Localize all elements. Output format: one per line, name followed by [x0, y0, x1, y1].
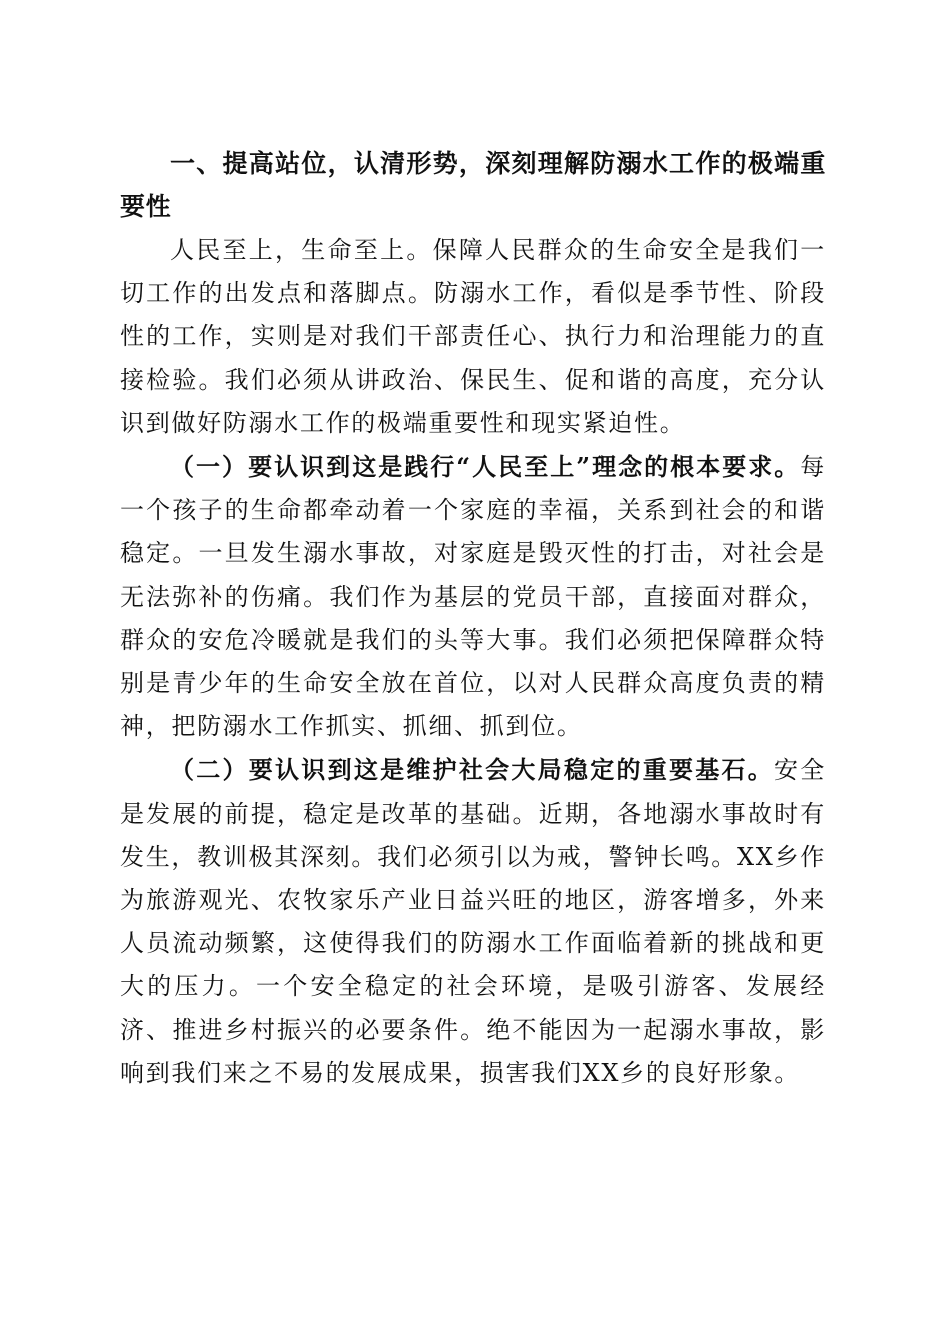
paragraph-text: 每一个孩子的生命都牵动着一个家庭的幸福，关系到社会的和谐稳定。一旦发生溺水事故，对家庭是毁灭性的打击，对社会是无法弥补的伤痛。我们作为基层的党员干部，直接面对群众，群众的安危冷暖就是我们的头等大事。我们必须把保障群众特别是青少年的生命安全放在首位，以对人民群众高度负责的精神，把防溺水工作抓实、抓细、抓到位。 [120, 453, 826, 741]
document-body [120, 142, 826, 1095]
paragraph-point-1 [120, 445, 826, 748]
paragraph-text: 人民至上，生命至上。保障人民群众的生命安全是我们一切工作的出发点和落脚点。防溺水工作，看似是季节性、阶段性的工作，实则是对我们干部责任心、执行力和治理能力的直接检验。我们必须从讲政治、保民生、促和谐的高度，充分认识到做好防溺水工作的极端重要性和现实紧迫性。 [120, 236, 826, 437]
paragraph-lead: （二）要认识到这是维护社会大局稳定的重要基石。 [170, 755, 775, 785]
paragraph-text: 安全是发展的前提，稳定是改革的基础。近期，各地溺水事故时有发生，教训极其深刻。我们必须引以为戒，警钟长鸣。XX乡作为旅游观光、农牧家乐产业日益兴旺的地区，游客增多，外来人员流动频繁，这使得我们的防溺水工作面临着新的挑战和更大的压力。一个安全稳定的社会环境，是吸引游客、发展经济、推进乡村振兴的必要条件。绝不能因为一起溺水事故，影响到我们来之不易的发展成果，损害我们XX乡的良好形象。 [120, 756, 826, 1087]
section-heading: 一、提高站位，认清形势，深刻理解防溺水工作的极端重要性 [120, 149, 826, 221]
paragraph-point-2 [120, 748, 826, 1095]
paragraph-intro [120, 228, 826, 445]
paragraph-lead: （一）要认识到这是践行“人民至上”理念的根本要求。 [170, 452, 801, 482]
